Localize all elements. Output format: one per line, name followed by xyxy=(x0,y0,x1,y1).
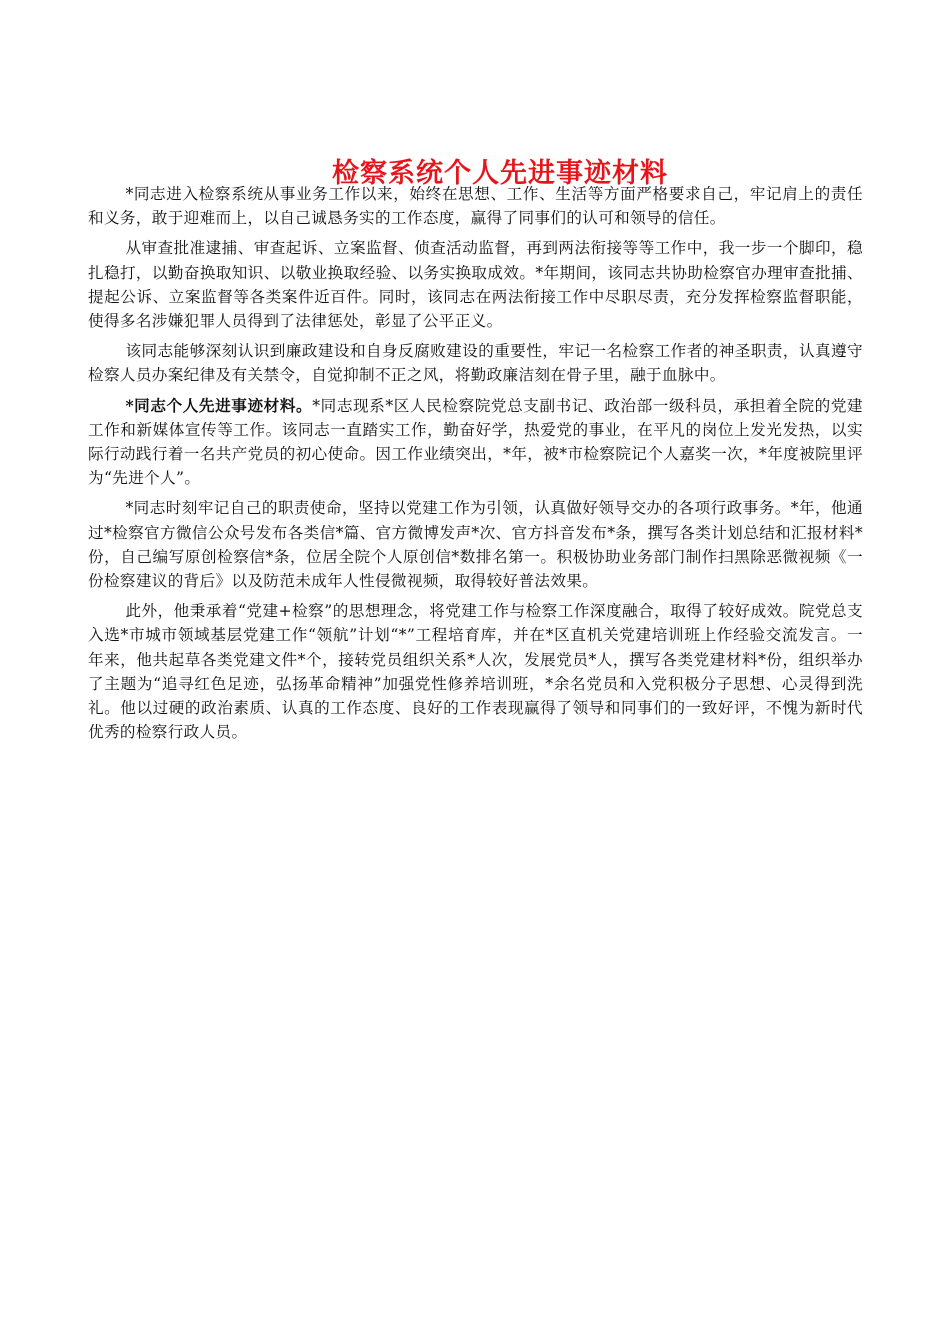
paragraph-1 xyxy=(88,182,863,230)
paragraph-text: *同志现系*区人民检察院党总支副书记、政治部一级科员，承担着全院的党建工作和新媒体宣传等工作。该同志一直踏实工作，勤奋好学，热爱党的事业，在平凡的岗位上发光发热，以实际行动践行着一名共产党员的初心使命。因工作业绩突出，*年，被*市检察院记个人嘉奖一次，*年度被院里评为“先进个人”。 xyxy=(88,396,863,488)
document-title: 检察系统个人先进事迹材料 xyxy=(332,158,668,190)
paragraph-4 xyxy=(88,394,863,491)
paragraph-text: 从审查批准逮捕、审查起诉、立案监督、侦查活动监督，再到两法衔接等等工作中，我一步一个脚印，稳扎稳打，以勤奋换取知识、以敬业换取经验、以务实换取成效。*年期间，该同志共协助检察官办理审查批捕、提起公诉、立案监督等各类案件近百件。同时，该同志在两法衔接工作中尽职尽责，充分发挥检察监督职能，使得多名涉嫌犯罪人员得到了法律惩处，彰显了公平正义。 xyxy=(88,239,863,331)
paragraph-text: 该同志能够深刻认识到廉政建设和自身反腐败建设的重要性，牢记一名检察工作者的神圣职责，认真遵守检察人员办案纪律及有关禁令，自觉抑制不正之风，将勤政廉洁刻在骨子里，融于血脉中。 xyxy=(88,342,863,385)
paragraph-text: *同志进入检察系统从事业务工作以来，始终在思想、工作、生活等方面严格要求自己，牢记肩上的责任和义务，敢于迎难而上，以自己诚恳务实的工作态度，赢得了同事们的认可和领导的信任。 xyxy=(88,185,863,228)
paragraph-text: *同志时刻牢记自己的职责使命，坚持以党建工作为引领，认真做好领导交办的各项行政事务。*年，他通过*检察官方微信公众号发布各类信*篇、官方微博发声*次、官方抖音发布*条，撰写各类计划总结和汇报材料*份，自己编写原创检察信*条，位居全院个人原创信*数排名第一。积极协助业务部门制作扫黑除恶微视频《一份检察建议的背后》以及防范未成年人性侵微视频，取得较好普法效果。 xyxy=(88,499,863,591)
paragraph-6 xyxy=(88,599,863,744)
document-body xyxy=(88,182,863,750)
paragraph-5 xyxy=(88,496,863,593)
paragraph-3 xyxy=(88,339,863,387)
paragraph-text: 此外，他秉承着“党建+检察”的思想理念，将党建工作与检察工作深度融合，取得了较好成效。院党总支入选*市城市领域基层党建工作“领航”计划“*”工程培育库，并在*区直机关党建培训班上作经验交流发言。一年来，他共起草各类党建文件*个，接转党员组织关系*人次，发展党员*人，撰写各类党建材料*份，组织举办了主题为“追寻红色足迹，弘扬革命精神”加强党性修养培训班，*余名党员和入党积极分子思想、心灵得到洗礼。他以过硬的政治素质、认真的工作态度、良好的工作表现赢得了领导和同事们的一致好评，不愧为新时代优秀的检察行政人员。 xyxy=(88,602,863,742)
paragraph-2 xyxy=(88,236,863,333)
paragraph-lead-heading: *同志个人先进事迹材料。 xyxy=(125,395,313,415)
